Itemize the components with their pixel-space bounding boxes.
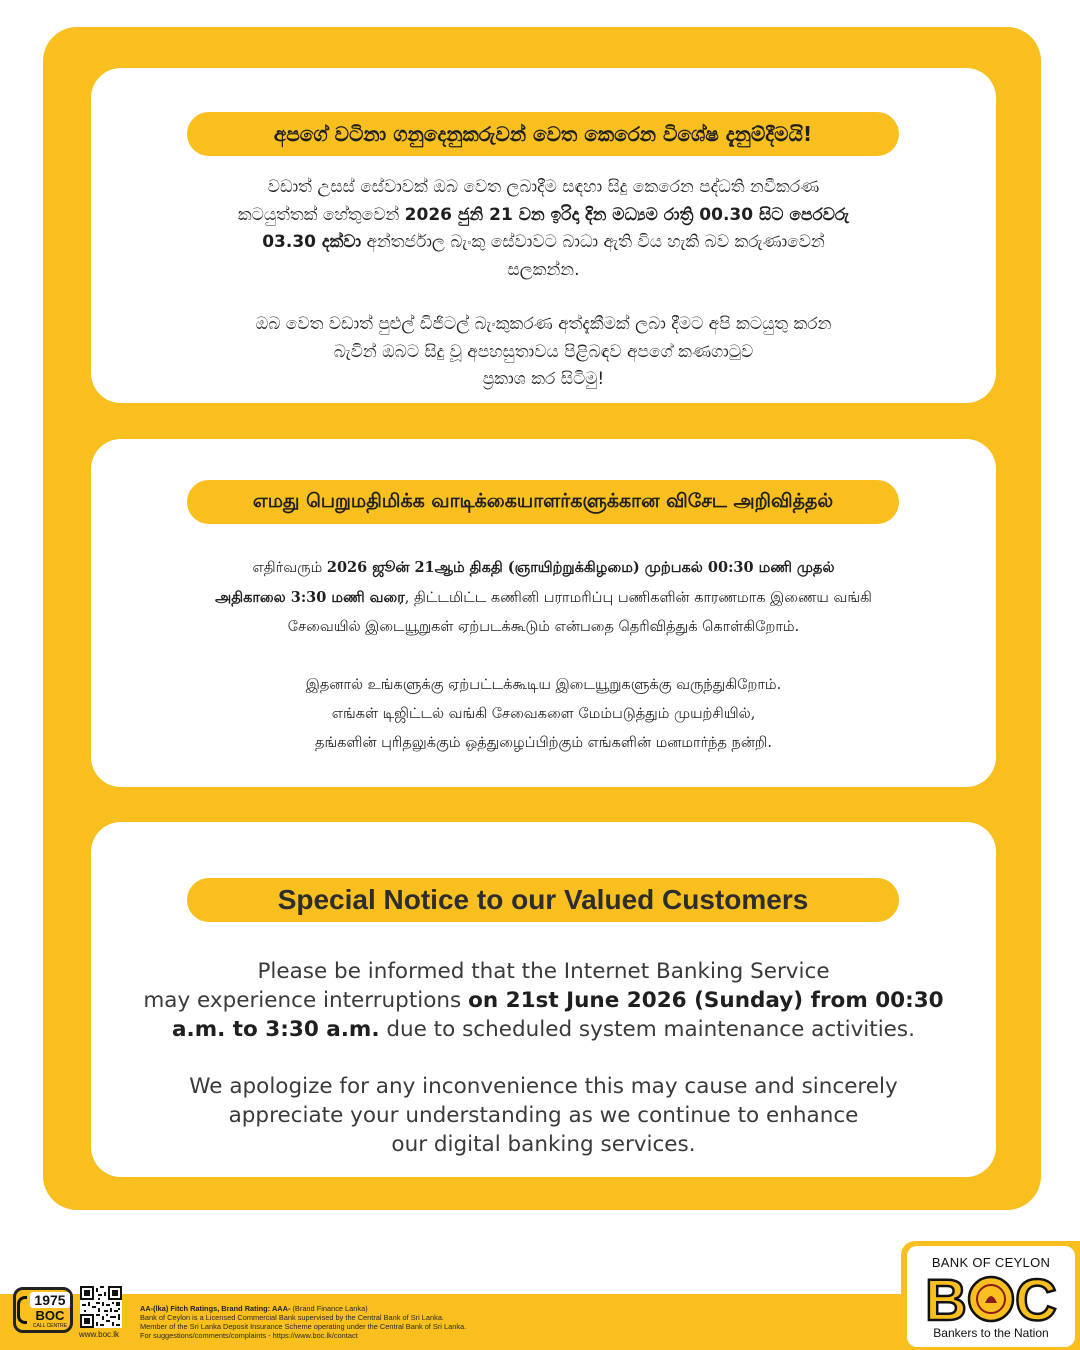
tamil-p2-line3: தங்களின் புரிதலுக்கும் ஒத்துழைப்பிற்கும் எங்களின் மனமார்ந்த நன்றி. — [315, 735, 772, 751]
rating-bold: AA-(lka) Fitch Ratings, Brand Rating: AAA- — [140, 1304, 291, 1313]
bank-logo — [901, 1241, 1080, 1350]
tamil-p1-line1 — [91, 553, 996, 583]
english-time-bold: a.m. to 3:30 a.m. — [172, 1017, 380, 1042]
sinhala-p1-line4: සලකන්න. — [507, 259, 580, 280]
sinhala-body — [91, 174, 996, 394]
english-p2-line3: our digital banking services. — [391, 1132, 696, 1157]
phone-icon — [17, 1296, 27, 1324]
legal-text — [140, 1304, 466, 1340]
legal-line4[interactable]: For suggestions/comments/complaints - https://www.boc.lk/contact — [140, 1331, 358, 1340]
logo-bank-name: BANK OF CEYLON — [931, 1255, 1051, 1270]
tamil-p1-line3: சேவையில் இடையூறுகள் ஏற்படக்கூடும் என்பதை தெரிவித்துக் கொள்கிறோம். — [287, 619, 800, 635]
sinhala-notice-card — [91, 68, 996, 403]
logo-tagline: Bankers to the Nation — [933, 1326, 1049, 1340]
english-p1-line1: Please be informed that the Internet Banking Service — [257, 959, 830, 984]
rating-text: (Brand Finance Lanka) — [290, 1304, 368, 1313]
sinhala-heading: අපගේ වටිනා ගනුදෙනුකරුවන් වෙත කෙරෙන විශේෂ දැනුම්දීමයි! — [187, 112, 899, 156]
english-p1-line3 — [91, 1015, 996, 1044]
sinhala-time-bold: 03.30 දක්වා — [262, 232, 362, 252]
legal-line2: Bank of Ceylon is a Licensed Commercial Bank supervised by the Central Bank of Sri Lanka. — [140, 1313, 444, 1322]
legal-line1 — [140, 1304, 466, 1313]
logo-panel — [907, 1246, 1075, 1347]
hotline-sub: CALL CENTRE — [32, 1323, 68, 1329]
english-body — [91, 957, 996, 1159]
sinhala-p1-line1: වඩාත් උසස් සේවාවක් ඔබ වෙත ලබාදීම සඳහා සිදු කෙරෙන පද්ධති නවීකරණ — [267, 177, 820, 197]
sinhala-p2-line1: ඔබ වෙත වඩාත් පුළුල් ඩිජිටල් බැංකුකරණ අත්දැකීමක් ලබා දීමට අපි කටයුතු කරන — [255, 314, 832, 334]
sinhala-text: කටයුත්තක් හේතුවෙන් — [237, 204, 405, 225]
english-p2-line1: We apologize for any inconvenience this may cause and sincerely — [189, 1074, 898, 1099]
tamil-p2-line2: எங்கள் டிஜிட்டல் வங்கி சேவைகளை மேம்படுத்தும் முயற்சியில், — [331, 706, 756, 722]
tamil-notice-card — [91, 439, 996, 787]
english-notice-card — [91, 822, 996, 1177]
tamil-p2-line1: இதனால் உங்களுக்கு ஏற்பட்டக்கூடிய இடையூறுகளுக்கு வருந்துகிறோம். — [305, 677, 782, 693]
wordmark-c: C — [1015, 1271, 1057, 1325]
tamil-body — [91, 553, 996, 758]
sinhala-date-bold: 2026 ජුනි 21 වන ඉරිදා දින මධ්‍යම රාත්‍රි 00.30 සිට පෙරවරු — [404, 204, 850, 225]
website-url[interactable]: www.boc.lk — [79, 1330, 120, 1339]
sinhala-p1-line2 — [91, 202, 996, 230]
tamil-text: , திட்டமிட்ட கணினி பராமரிப்பு பணிகளின் காரணமாக இணைய வங்கி — [404, 590, 872, 606]
sinhala-p2-line2: බැවින් ඔබට සිදු වූ අපහසුතාවය පිළිබඳව අපගේ කණගාටුව — [333, 341, 754, 362]
english-date-bold: on 21st June 2026 (Sunday) from 00:30 — [468, 988, 944, 1013]
english-text: may experience interruptions — [143, 988, 469, 1013]
wordmark-b: B — [925, 1271, 967, 1325]
english-text: due to scheduled system maintenance activities. — [379, 1017, 915, 1042]
english-p2-line2: appreciate your understanding as we continue to enhance — [228, 1103, 859, 1128]
legal-line3: Member of the Sri Lanka Deposit Insurance Scheme operating under the Central Bank of Sri Lanka. — [140, 1322, 467, 1331]
boc-wordmark-icon — [925, 1271, 1057, 1325]
sinhala-p1-line3 — [91, 229, 996, 257]
notice-frame — [43, 27, 1041, 1210]
english-p1-line2 — [91, 986, 996, 1015]
sinhala-p2-line3: ප්‍රකාශ කර සිටිමු! — [482, 369, 605, 389]
tamil-time-bold: அதிகாலை 3:30 மணி வரை — [215, 589, 405, 606]
hotline-number: 1975 — [30, 1292, 70, 1308]
tamil-date-bold: 2026 ஜூன் 21ஆம் திகதி (ஞாயிற்றுக்கிழமை) முற்பகல் 00:30 மணி முதல் — [326, 559, 835, 576]
qr-code-icon — [80, 1286, 122, 1328]
english-heading: Special Notice to our Valued Customers — [187, 878, 899, 922]
hotline-brand: BOC — [35, 1308, 65, 1323]
tamil-heading: எமது பெறுமதிமிக்க வாடிக்கையாளர்களுக்கான விசேட அறிவித்தல் — [187, 480, 899, 524]
tamil-p1-line2 — [91, 583, 996, 613]
sinhala-text: අන්තර්ජාල බැංකු සේවාවට බාධා ඇති විය හැකි බව කරුණාවෙන් — [361, 232, 825, 252]
call-centre-badge — [13, 1287, 73, 1333]
tamil-text: எதிர்வரும் — [252, 560, 327, 576]
